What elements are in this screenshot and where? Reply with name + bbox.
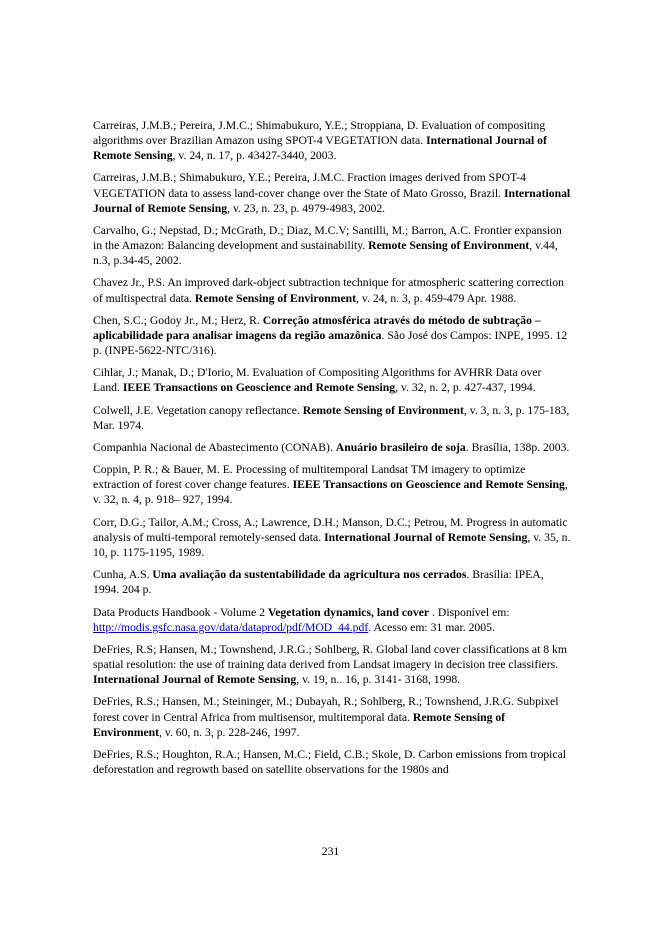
reference-entry: Carreiras, J.M.B.; Pereira, J.M.C.; Shimabukuro, Y.E.; Stroppiana, D. Evaluation of compositing algorithms over Brazilian Amazon using SPOT-4 VEGETATION data. International Journal of Remote Sensing, v. 24, n. 17, p. 43427-3440, 2003. — [93, 119, 547, 163]
reference-entry: Cunha, A.S. Uma avaliação da sustentabilidade da agricultura nos cerrados. Brasília: IPEA, 1994. 204 p. — [93, 568, 544, 597]
reference-entry: Chavez Jr., P.S. An improved dark-object subtraction technique for atmospheric scattering correction of multispectral data. Remote Sensing of Environment, v. 24, n. 3, p. 459-479 Apr. 1988. — [93, 276, 564, 305]
reference-entry: DeFries, R.S; Hansen, M.; Townshend, J.R.G.; Sohlberg, R. Global land cover classifications at 8 km spatial resolution: the use of training data derived from Landsat imagery in decision tree classifiers. International Journal of Remote Sensing, v. 19, n.. 16, p. 3141- 3168, 1998. — [93, 642, 567, 687]
reference-entry: Cihlar, J.; Manak, D.; D'Iorio, M. Evaluation of Compositing Algorithms for AVHRR Data over Land. IEEE Transactions on Geoscience and Remote Sensing, v. 32, n. 2, p. 427-437, 1994. — [93, 366, 542, 395]
reference-entry: Chen, S.C.; Godoy Jr., M.; Herz, R. Correção atmosférica através do método de subtração – aplicabilidade para analisar imagens da região amazônica. São José dos Campos: INPE, 1995. 12 p. (INPE-5622-NTC/316). — [93, 313, 568, 357]
reference-entry: Colwell, J.E. Vegetation canopy reflectance. Remote Sensing of Environment, v. 3, n. 3, p. 175-183, Mar. 1974. — [93, 403, 570, 432]
reference-entry: Carvalho, G.; Nepstad, D.; McGrath, D.; Diaz, M.C.V; Santilli, M.; Barron, A.C. Frontier expansion in the Amazon: Balancing development and sustainability. Remote Sensing of Environment, v.44, n.3, p.34-45, 2002. — [93, 223, 562, 268]
modis-handbook-link[interactable]: http://modis.gsfc.nasa.gov/data/dataprod/pdf/MOD_44.pdf — [93, 620, 369, 634]
reference-entry: Corr, D.G.; Tailor, A.M.; Cross, A.; Lawrence, D.H.; Manson, D.C.; Petrou, M. Progress in automatic analysis of multi-temporal remotely-sensed data. International Journal of Remote Sensing, v. 35, n. 10, p. 1175-1195, 1989. — [93, 515, 571, 559]
reference-list — [93, 118, 571, 784]
reference-entry: Data Products Handbook - Volume 2 Vegetation dynamics, land cover . Disponível em: http://modis.gsfc.nasa.gov/data/dataprod/pdf/MOD_44.pdf. Acesso em: 31 mar. 2005. — [93, 605, 510, 634]
reference-entry: DeFries, R.S.; Hansen, M.; Steininger, M.; Dubayah, R.; Sohlberg, R.; Townshend, J.R.G. Subpixel forest cover in Central Africa from multisensor, multitemporal data. Remote Sensing of Environment, v. 60, n. 3, p. 228-246, 1997. — [93, 695, 559, 739]
reference-entry: Coppin, P. R.; & Bauer, M. E. Processing of multitemporal Landsat TM imagery to optimize extraction of forest cover change features. IEEE Transactions on Geoscience and Remote Sensing, v. 32, n. 4, p. 918– 927, 1994. — [93, 463, 568, 507]
page-number: 231 — [321, 845, 340, 858]
reference-entry: Companhia Nacional de Abastecimento (CONAB). Anuário brasileiro de soja. Brasília, 138p. 2003. — [93, 441, 570, 454]
reference-entry: Carreiras, J.M.B.; Shimabukuro, Y.E.; Pereira, J.M.C. Fraction images derived from SPOT-4 VEGETATION data to assess land-cover change over the State of Mato Grosso, Brazil. International Journal of Remote Sensing, v. 23, n. 23, p. 4979-4983, 2002. — [93, 171, 571, 215]
reference-entry: DeFries, R.S.; Houghton, R.A.; Hansen, M.C.; Field, C.B.; Skole, D. Carbon emissions from tropical deforestation and regrowth based on satellite observations for the 1980s and — [93, 747, 567, 776]
